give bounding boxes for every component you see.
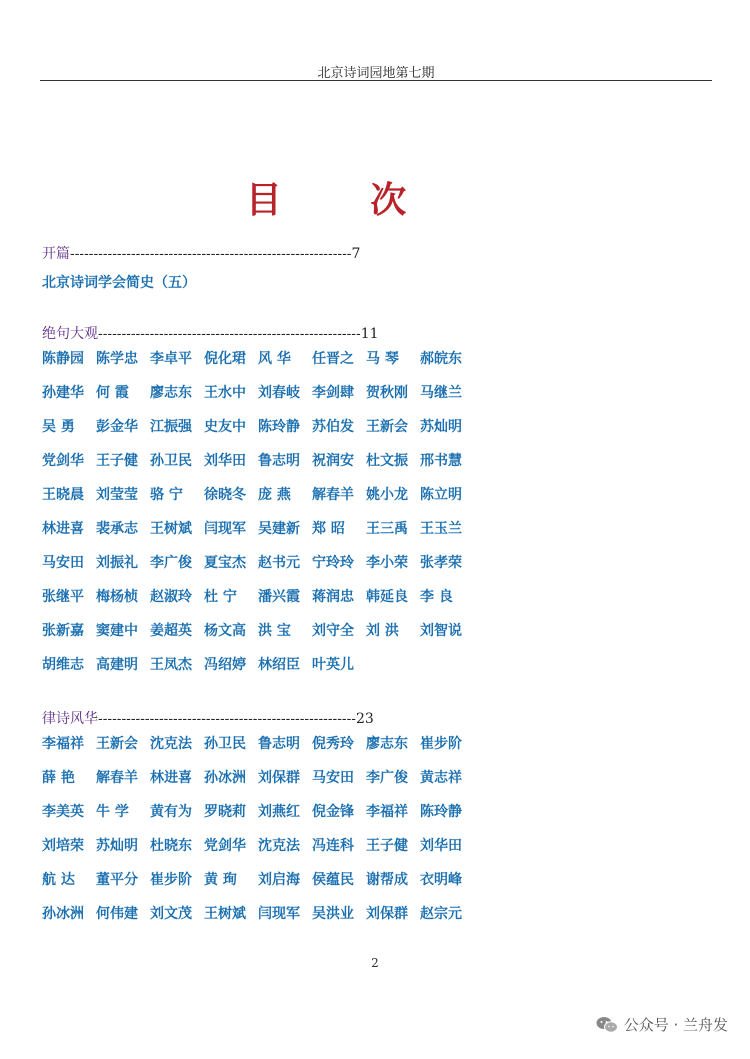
author-name[interactable]: 刘华田 [204,453,246,469]
author-name[interactable]: 王子健 [96,453,138,469]
author-name[interactable]: 杜 宁 [204,589,237,605]
toc-page-number: 23 [356,711,374,727]
author-row [42,648,682,682]
author-name[interactable]: 航 达 [42,872,75,888]
toc-entry-label: 律诗风华 [42,711,98,727]
author-name[interactable]: 刘振礼 [96,555,138,571]
author-name[interactable]: 何 霞 [96,385,129,401]
author-name[interactable]: 薛 艳 [42,770,75,786]
watermark-text: 公众号 · 兰舟发 [623,1016,728,1034]
page-title: 目 次 [245,180,445,221]
author-name[interactable]: 陈玲静 [420,804,462,820]
author-name[interactable]: 张孝荣 [420,555,462,571]
author-name[interactable]: 孙卫民 [204,736,246,752]
author-name[interactable]: 李小荣 [366,555,408,571]
author-name[interactable]: 马安田 [42,555,84,571]
author-name[interactable]: 杜晓东 [150,838,192,854]
author-name[interactable]: 闫现军 [258,906,300,922]
author-name[interactable]: 王树斌 [150,521,192,537]
running-header: 北京诗词园地第七期 [317,66,435,81]
author-name[interactable]: 李福祥 [42,736,84,752]
author-name[interactable]: 李广俊 [366,770,408,786]
author-name[interactable]: 孙冰洲 [204,770,246,786]
author-name[interactable]: 洪 宝 [258,623,291,639]
author-name[interactable]: 苏伯发 [312,419,354,435]
watermark [596,1014,728,1035]
author-name[interactable]: 刘智说 [420,623,462,639]
author-name[interactable]: 张新嘉 [42,623,84,639]
author-name[interactable]: 宁玲玲 [312,555,354,571]
author-name[interactable]: 倪秀玲 [312,736,354,752]
author-list-jueju [42,342,682,682]
author-name[interactable]: 黄 珣 [204,872,237,888]
author-name[interactable]: 邢书慧 [420,453,462,469]
author-name[interactable]: 蒋润忠 [312,589,354,605]
author-name[interactable]: 沈克法 [258,838,300,854]
author-name[interactable]: 倪化珺 [204,351,246,367]
author-name[interactable]: 窦建中 [96,623,138,639]
author-name[interactable]: 骆 宁 [150,487,183,503]
author-row [42,342,682,376]
author-name[interactable]: 董平分 [96,872,138,888]
toc-entry-kaipian[interactable] [42,243,360,263]
toc-entry-label: 开篇 [42,246,70,262]
wechat-icon [596,1016,618,1034]
author-name[interactable]: 党剑华 [42,453,84,469]
toc-leader-dots: ------------------------------------------------------------ [70,247,352,262]
author-name[interactable]: 倪金锋 [312,804,354,820]
toc-entry-lvshi[interactable] [42,708,374,728]
author-name[interactable]: 贺秋刚 [366,385,408,401]
author-name[interactable]: 王凤杰 [150,657,192,673]
author-name[interactable]: 刘莹莹 [96,487,138,503]
author-name[interactable]: 祝润安 [312,453,354,469]
author-name[interactable]: 陈学忠 [96,351,138,367]
author-row [42,512,682,546]
author-row [42,410,682,444]
author-name[interactable]: 赵宗元 [420,906,462,922]
author-name[interactable]: 徐晓冬 [204,487,246,503]
author-name[interactable]: 郝皖东 [420,351,462,367]
author-name[interactable]: 郑 昭 [312,521,345,537]
author-name[interactable]: 李福祥 [366,804,408,820]
author-name[interactable]: 鲁志明 [258,736,300,752]
author-row [42,546,682,580]
author-row [42,761,682,795]
author-name[interactable]: 李 良 [420,589,453,605]
toc-entry-jueju[interactable] [42,323,379,343]
author-name[interactable]: 刘启海 [258,872,300,888]
author-name[interactable]: 刘 洪 [366,623,399,639]
author-name[interactable]: 高建明 [96,657,138,673]
toc-leader-dots: -------------------------------------------------------- [98,327,361,342]
author-name[interactable]: 王树斌 [204,906,246,922]
author-name[interactable]: 王子健 [366,838,408,854]
author-name[interactable]: 苏灿明 [96,838,138,854]
author-name[interactable]: 吴建新 [258,521,300,537]
author-row [42,614,682,648]
author-name[interactable]: 陈玲静 [258,419,300,435]
author-name[interactable]: 胡维志 [42,657,84,673]
author-name[interactable]: 闫现军 [204,521,246,537]
author-name[interactable]: 林进喜 [42,521,84,537]
author-name[interactable]: 王新会 [366,419,408,435]
author-row [42,444,682,478]
author-name[interactable]: 刘守全 [312,623,354,639]
author-name[interactable]: 王三禹 [366,521,408,537]
author-name[interactable]: 吴洪业 [312,906,354,922]
author-name[interactable]: 王晓晨 [42,487,84,503]
author-name[interactable]: 孙冰洲 [42,906,84,922]
author-name[interactable]: 黄志祥 [420,770,462,786]
author-name[interactable]: 李美英 [42,804,84,820]
author-name[interactable]: 刘燕红 [258,804,300,820]
author-name[interactable]: 何伟建 [96,906,138,922]
author-row [42,580,682,614]
author-name[interactable]: 刘文茂 [150,906,192,922]
author-name[interactable]: 潘兴霞 [258,589,300,605]
author-name[interactable]: 叶英儿 [312,657,354,673]
toc-page-number: 7 [351,246,361,262]
author-name[interactable]: 张继平 [42,589,84,605]
author-name[interactable]: 李卓平 [150,351,192,367]
author-name[interactable]: 王玉兰 [420,521,462,537]
author-name[interactable]: 冯连科 [312,838,354,854]
author-name[interactable]: 赵书元 [258,555,300,571]
author-name[interactable]: 解春羊 [96,770,138,786]
author-row [42,478,682,512]
author-name[interactable]: 杨文高 [204,623,246,639]
author-name[interactable]: 江振强 [150,419,192,435]
author-name[interactable]: 鲁志明 [258,453,300,469]
toc-page-number: 11 [360,326,379,342]
author-name[interactable]: 姜超英 [150,623,192,639]
author-row [42,376,682,410]
author-row [42,829,682,863]
author-name[interactable]: 彭金华 [96,419,138,435]
author-name[interactable]: 罗晓莉 [204,804,246,820]
author-name[interactable]: 赵淑玲 [150,589,192,605]
author-name[interactable]: 吴 勇 [42,419,75,435]
author-name[interactable]: 衣明峰 [420,872,462,888]
author-name[interactable]: 林进喜 [150,770,192,786]
author-name[interactable]: 韩延良 [366,589,408,605]
author-name[interactable]: 苏灿明 [420,419,462,435]
author-name[interactable]: 党剑华 [204,838,246,854]
author-name[interactable]: 梅杨桢 [96,589,138,605]
author-name[interactable]: 陈立明 [420,487,462,503]
author-name[interactable]: 杜文振 [366,453,408,469]
header-rule [40,80,712,81]
author-name[interactable]: 刘春岐 [258,385,300,401]
author-name[interactable]: 夏宝杰 [204,555,246,571]
author-name[interactable]: 马安田 [312,770,354,786]
author-name[interactable]: 牛 学 [96,804,129,820]
author-name[interactable]: 李剑肆 [312,385,354,401]
author-row [42,863,682,897]
author-name[interactable]: 王水中 [204,385,246,401]
author-name[interactable]: 林绍臣 [258,657,300,673]
author-name[interactable]: 侯蕴民 [312,872,354,888]
author-name[interactable]: 马继兰 [420,385,462,401]
page-number: 2 [371,956,379,970]
author-name[interactable]: 孙卫民 [150,453,192,469]
author-name[interactable]: 李广俊 [150,555,192,571]
author-name[interactable]: 史友中 [204,419,246,435]
toc-entry-label: 绝句大观 [42,326,98,342]
author-name[interactable]: 任晋之 [312,351,354,367]
author-name[interactable]: 风 华 [258,351,291,367]
author-name[interactable]: 黄有为 [150,804,192,820]
author-name[interactable]: 庞 燕 [258,487,291,503]
author-name[interactable]: 冯绍婷 [204,657,246,673]
author-row [42,727,682,761]
author-name[interactable]: 姚小龙 [366,487,408,503]
author-name[interactable]: 廖志东 [366,736,408,752]
author-name[interactable]: 马 琴 [366,351,399,367]
author-name[interactable]: 刘华田 [420,838,462,854]
author-row [42,897,682,931]
author-name[interactable]: 王新会 [96,736,138,752]
author-name[interactable]: 刘培荣 [42,838,84,854]
author-name[interactable]: 崔步阶 [420,736,462,752]
author-name[interactable]: 廖志东 [150,385,192,401]
author-name[interactable]: 谢帮成 [366,872,408,888]
author-name[interactable]: 陈静园 [42,351,84,367]
author-name[interactable]: 崔步阶 [150,872,192,888]
author-list-lvshi [42,727,682,931]
author-name[interactable]: 孙建华 [42,385,84,401]
author-name[interactable]: 刘保群 [366,906,408,922]
author-name[interactable]: 解春羊 [312,487,354,503]
toc-leader-dots: ------------------------------------------------------- [98,712,357,727]
author-name[interactable]: 刘保群 [258,770,300,786]
author-name[interactable]: 沈克法 [150,736,192,752]
author-row [42,795,682,829]
author-name[interactable]: 裴承志 [96,521,138,537]
toc-subentry[interactable]: 北京诗词学会简史（五） [42,275,196,291]
